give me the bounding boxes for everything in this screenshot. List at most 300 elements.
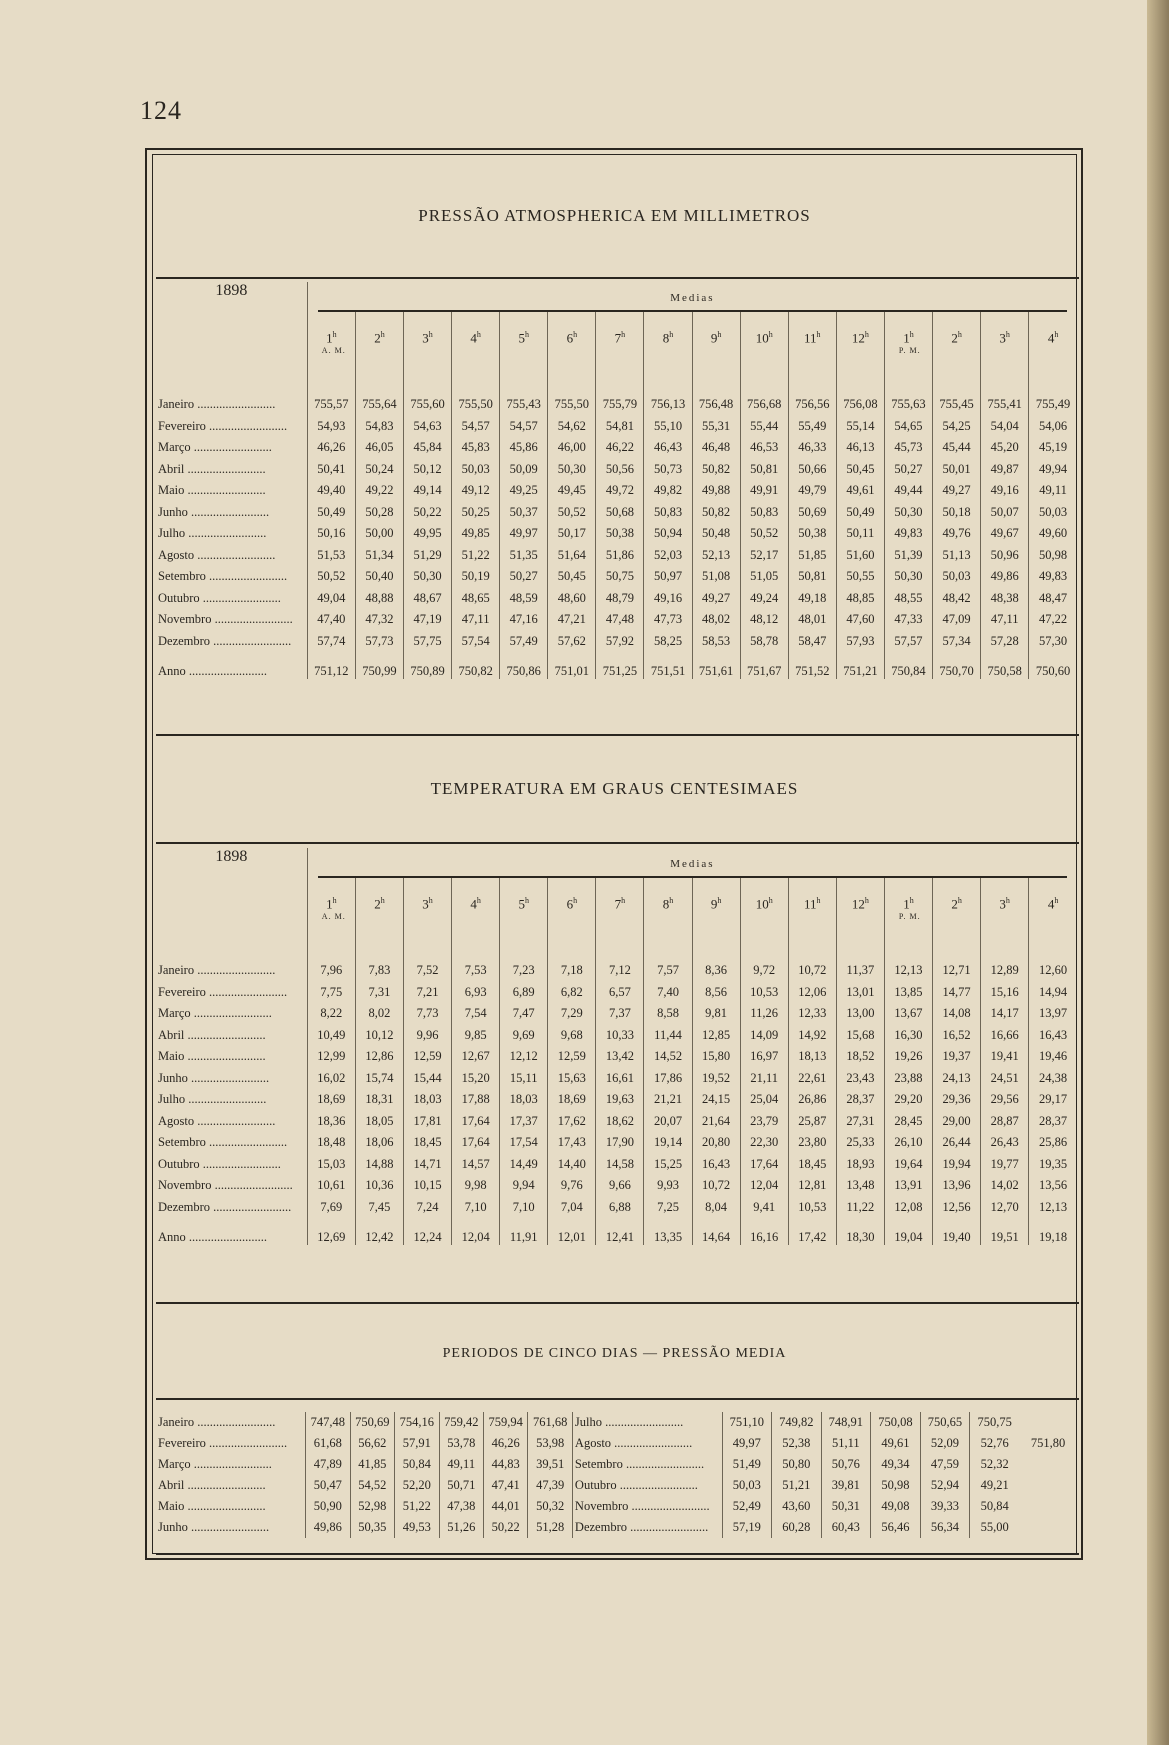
pressure-cell: 49,95 <box>403 523 451 545</box>
temperature-cell: 12,13 <box>1029 1197 1077 1219</box>
pressure-hour-7 <box>596 312 644 386</box>
temperature-cell: 18,06 <box>355 1132 403 1154</box>
periods-right-cell <box>1019 1517 1077 1538</box>
pressure-hour-label: 4$^h$ <box>1047 330 1059 346</box>
pressure-cell: 50,97 <box>644 566 692 588</box>
temperature-cell: 12,04 <box>740 1175 788 1197</box>
temperature-cell: 15,63 <box>548 1068 596 1090</box>
pressure-cell: 50,83 <box>740 502 788 524</box>
pressure-cell: 49,83 <box>1029 566 1077 588</box>
periods-right-cell: 50,98 <box>871 1475 921 1496</box>
periods-left-cell: 53,78 <box>439 1433 483 1454</box>
temperature-cell: 13,85 <box>884 982 932 1004</box>
temperature-row-janeiro <box>156 952 1077 982</box>
temperature-cell: 15,20 <box>452 1068 500 1090</box>
temperature-hour-label: 4$^h$ <box>470 896 481 912</box>
temperature-cell: 22,30 <box>740 1132 788 1154</box>
temperature-cell: 14,09 <box>740 1025 788 1047</box>
periods-right-cell: 50,31 <box>821 1496 871 1517</box>
pressure-cell: 49,94 <box>1029 459 1077 481</box>
pressure-cell: 57,93 <box>836 631 884 653</box>
temperature-cell: 19,37 <box>933 1046 981 1068</box>
periods-right-label: Julho ......................... <box>572 1412 722 1433</box>
pressure-row-label: Fevereiro ......................... <box>158 418 288 433</box>
pressure-hour-label: 8$^h$ <box>662 330 674 346</box>
temperature-cell: 18,31 <box>355 1089 403 1111</box>
temperature-am-label: A. M. <box>321 912 346 922</box>
temperature-pm-label: P. M. <box>898 912 921 922</box>
pressure-cell: 51,39 <box>884 545 932 567</box>
periods-table <box>156 1412 1077 1538</box>
periods-right-cell <box>1019 1412 1077 1433</box>
temperature-cell: 12,67 <box>452 1046 500 1068</box>
temperature-cell: 26,10 <box>884 1132 932 1154</box>
pressure-cell: 47,60 <box>836 609 884 631</box>
pressure-cell: 49,40 <box>307 480 355 502</box>
periods-right-cell: 52,38 <box>772 1433 822 1454</box>
temperature-cell: 14,08 <box>933 1003 981 1025</box>
pressure-cell: 50,27 <box>884 459 932 481</box>
periods-right-cell: 55,00 <box>970 1517 1020 1538</box>
pressure-cell: 50,38 <box>596 523 644 545</box>
pressure-cell: 50,49 <box>836 502 884 524</box>
pressure-cell: 54,57 <box>452 416 500 438</box>
pressure-cell: 50,45 <box>548 566 596 588</box>
pressure-cell: 50,37 <box>500 502 548 524</box>
temperature-medias-cell <box>307 848 1077 878</box>
periods-left-cell: 57,91 <box>395 1433 439 1454</box>
temperature-cell: 10,53 <box>740 982 788 1004</box>
pressure-cell: 54,81 <box>596 416 644 438</box>
temperature-cell: 8,04 <box>692 1197 740 1219</box>
pressure-cell: 58,25 <box>644 631 692 653</box>
pressure-cell: 46,00 <box>548 437 596 459</box>
periods-left-cell: 61,68 <box>306 1433 350 1454</box>
temperature-hour-label: 12$^h$ <box>851 896 869 912</box>
temperature-cell: 16,02 <box>307 1068 355 1090</box>
pressure-cell: 50,01 <box>933 459 981 481</box>
periods-left-cell: 47,38 <box>439 1496 483 1517</box>
temperature-row-label: Julho ......................... <box>158 1092 267 1107</box>
pressure-cell: 47,09 <box>933 609 981 631</box>
pressure-cell: 50,24 <box>355 459 403 481</box>
periods-right-label: Agosto ......................... <box>572 1433 722 1454</box>
temperature-cell: 28,45 <box>884 1111 932 1133</box>
temperature-table <box>156 848 1077 1245</box>
temperature-cell: 13,97 <box>1029 1003 1077 1025</box>
temperature-cell: 9,66 <box>596 1175 644 1197</box>
pressure-row-label: Janeiro ......................... <box>158 397 276 412</box>
periods-left-cell: 39,51 <box>528 1454 572 1475</box>
temperature-row-junho <box>156 1068 1077 1090</box>
temperature-anno-row <box>156 1218 1077 1245</box>
temperature-cell: 24,15 <box>692 1089 740 1111</box>
temperature-cell: 10,72 <box>692 1175 740 1197</box>
temperature-row-setembro <box>156 1132 1077 1154</box>
temperature-cell: 17,64 <box>452 1111 500 1133</box>
pressure-cell: 755,57 <box>307 386 355 416</box>
pressure-cell: 50,22 <box>403 502 451 524</box>
pressure-cell: 45,73 <box>884 437 932 459</box>
pressure-anno-cell: 751,51 <box>644 652 692 679</box>
pressure-hour-10 <box>740 312 788 386</box>
temperature-anno-cell: 14,64 <box>692 1218 740 1245</box>
temperature-cell: 9,68 <box>548 1025 596 1047</box>
temperature-anno-label: Anno ......................... <box>158 1230 268 1244</box>
pressure-row-julho <box>156 523 1077 545</box>
pressure-hour-4 <box>452 312 500 386</box>
pressure-cell: 755,50 <box>548 386 596 416</box>
pressure-cell: 48,79 <box>596 588 644 610</box>
temperature-cell: 18,69 <box>307 1089 355 1111</box>
temperature-cell: 15,68 <box>836 1025 884 1047</box>
pressure-row-março <box>156 437 1077 459</box>
pressure-cell: 45,44 <box>933 437 981 459</box>
temperature-cell: 7,57 <box>644 952 692 982</box>
pressure-cell: 50,69 <box>788 502 836 524</box>
temperature-cell: 16,30 <box>884 1025 932 1047</box>
periods-left-cell: 44,01 <box>483 1496 527 1517</box>
periods-right-cell: 749,82 <box>772 1412 822 1433</box>
temperature-cell: 11,37 <box>836 952 884 982</box>
pressure-cell: 57,74 <box>307 631 355 653</box>
pressure-cell: 58,47 <box>788 631 836 653</box>
pressure-cell: 755,60 <box>403 386 451 416</box>
temperature-cell: 12,60 <box>1029 952 1077 982</box>
temperature-cell: 13,91 <box>884 1175 932 1197</box>
pressure-cell: 755,49 <box>1029 386 1077 416</box>
temperature-cell: 7,31 <box>355 982 403 1004</box>
pressure-anno-label: Anno ......................... <box>158 664 268 678</box>
pressure-hour-12 <box>836 312 884 386</box>
pressure-cell: 50,52 <box>548 502 596 524</box>
periods-right-cell: 50,80 <box>772 1454 822 1475</box>
temperature-hour-label: 8$^h$ <box>662 896 674 912</box>
pressure-cell: 50,03 <box>1029 502 1077 524</box>
temperature-hour-14 <box>933 878 981 952</box>
pressure-anno-cell: 750,89 <box>403 652 451 679</box>
pressure-hour-label: 12$^h$ <box>851 330 869 346</box>
pressure-cell: 54,57 <box>500 416 548 438</box>
pressure-cell: 49,83 <box>884 523 932 545</box>
temperature-row-novembro <box>156 1175 1077 1197</box>
periods-right-label: Novembro ......................... <box>572 1496 722 1517</box>
pressure-medias-label: Medias <box>670 292 715 304</box>
periods-row <box>156 1454 1077 1475</box>
pressure-cell: 57,49 <box>500 631 548 653</box>
periods-right-cell: 49,97 <box>722 1433 772 1454</box>
temperature-hour-1 <box>307 878 355 952</box>
pressure-cell: 55,14 <box>836 416 884 438</box>
pressure-cell: 50,30 <box>884 566 932 588</box>
temperature-cell: 16,43 <box>692 1154 740 1176</box>
periods-right-cell: 52,94 <box>920 1475 970 1496</box>
temperature-cell: 10,72 <box>788 952 836 982</box>
temperature-cell: 7,69 <box>307 1197 355 1219</box>
pressure-header-row <box>156 282 1077 312</box>
temperature-cell: 21,21 <box>644 1089 692 1111</box>
pressure-cell: 54,65 <box>884 416 932 438</box>
temperature-cell: 12,59 <box>548 1046 596 1068</box>
pressure-cell: 50,68 <box>596 502 644 524</box>
pressure-cell: 50,11 <box>836 523 884 545</box>
temperature-cell: 14,88 <box>355 1154 403 1176</box>
pressure-cell: 57,75 <box>403 631 451 653</box>
pressure-cell: 50,66 <box>788 459 836 481</box>
pressure-cell: 48,85 <box>836 588 884 610</box>
temperature-cell: 11,44 <box>644 1025 692 1047</box>
temperature-cell: 6,88 <box>596 1197 644 1219</box>
pressure-bottom-rule <box>156 734 1079 736</box>
periods-left-label: Março ......................... <box>158 1457 272 1471</box>
pressure-cell: 49,16 <box>981 480 1029 502</box>
periods-right-cell: 50,03 <box>722 1475 772 1496</box>
temperature-cell: 10,15 <box>403 1175 451 1197</box>
pressure-cell: 46,22 <box>596 437 644 459</box>
pressure-hour-label: 5$^h$ <box>518 330 529 346</box>
pressure-cell: 49,85 <box>452 523 500 545</box>
pressure-row-label: Abril ......................... <box>158 461 266 476</box>
pressure-cell: 755,50 <box>452 386 500 416</box>
pressure-pm-label: P. M. <box>898 346 921 356</box>
temperature-cell: 12,12 <box>500 1046 548 1068</box>
periods-left-cell: 51,26 <box>439 1517 483 1538</box>
temperature-anno-cell: 18,30 <box>836 1218 884 1245</box>
temperature-cell: 25,87 <box>788 1111 836 1133</box>
pressure-row-label: Maio ......................... <box>158 483 266 498</box>
pressure-cell: 756,08 <box>836 386 884 416</box>
temperature-cell: 9,94 <box>500 1175 548 1197</box>
temperature-cell: 17,62 <box>548 1111 596 1133</box>
pressure-cell: 50,82 <box>692 459 740 481</box>
pressure-row-dezembro <box>156 631 1077 653</box>
pressure-cell: 51,05 <box>740 566 788 588</box>
pressure-cell: 755,63 <box>884 386 932 416</box>
periods-right-cell: 50,84 <box>970 1496 1020 1517</box>
temperature-cell: 10,49 <box>307 1025 355 1047</box>
pressure-cell: 51,13 <box>933 545 981 567</box>
pressure-anno-cell: 751,01 <box>548 652 596 679</box>
temperature-cell: 18,45 <box>788 1154 836 1176</box>
pressure-cell: 755,43 <box>500 386 548 416</box>
pressure-cell: 47,33 <box>884 609 932 631</box>
pressure-cell: 55,10 <box>644 416 692 438</box>
pressure-cell: 49,97 <box>500 523 548 545</box>
temperature-hour-label: 2$^h$ <box>951 896 962 912</box>
periods-row <box>156 1496 1077 1517</box>
pressure-cell: 49,88 <box>692 480 740 502</box>
temperature-hour-label: 2$^h$ <box>374 896 385 912</box>
temperature-cell: 18,05 <box>355 1111 403 1133</box>
pressure-cell: 50,03 <box>452 459 500 481</box>
temperature-title: TEMPERATURA EM GRAUS CENTESIMAES <box>430 779 799 798</box>
temperature-cell: 13,01 <box>836 982 884 1004</box>
temperature-cell: 23,88 <box>884 1068 932 1090</box>
temperature-cell: 9,85 <box>452 1025 500 1047</box>
periods-left-cell: 52,98 <box>350 1496 394 1517</box>
temperature-cell: 6,57 <box>596 982 644 1004</box>
temperature-cell: 19,64 <box>884 1154 932 1176</box>
pressure-cell: 45,83 <box>452 437 500 459</box>
temperature-row-label: Janeiro ......................... <box>158 963 276 978</box>
periods-right-cell: 39,81 <box>821 1475 871 1496</box>
periods-bottom-rule <box>156 1553 1079 1555</box>
temperature-cell: 11,22 <box>836 1197 884 1219</box>
temperature-cell: 16,66 <box>981 1025 1029 1047</box>
temperature-cell: 12,59 <box>403 1046 451 1068</box>
temperature-row-dezembro <box>156 1197 1077 1219</box>
periods-left-cell: 50,90 <box>306 1496 350 1517</box>
temperature-cell: 13,67 <box>884 1003 932 1025</box>
pressure-cell: 57,30 <box>1029 631 1077 653</box>
pressure-cell: 49,44 <box>884 480 932 502</box>
temperature-cell: 14,94 <box>1029 982 1077 1004</box>
temperature-cell: 12,85 <box>692 1025 740 1047</box>
pressure-cell: 50,81 <box>788 566 836 588</box>
pressure-row-label: Outubro ......................... <box>158 590 281 605</box>
pressure-cell: 46,53 <box>740 437 788 459</box>
pressure-cell: 50,00 <box>355 523 403 545</box>
temperature-hour-4 <box>452 878 500 952</box>
temperature-cell: 15,44 <box>403 1068 451 1090</box>
periods-right-cell: 49,61 <box>871 1433 921 1454</box>
temperature-cell: 7,47 <box>500 1003 548 1025</box>
periods-right-cell: 56,34 <box>920 1517 970 1538</box>
temperature-cell: 9,93 <box>644 1175 692 1197</box>
pressure-cell: 48,60 <box>548 588 596 610</box>
pressure-cell: 48,59 <box>500 588 548 610</box>
periods-left-cell: 50,22 <box>483 1517 527 1538</box>
temperature-cell: 17,37 <box>500 1111 548 1133</box>
temperature-row-julho <box>156 1089 1077 1111</box>
periods-right-cell: 52,76 <box>970 1433 1020 1454</box>
periods-right-cell: 49,08 <box>871 1496 921 1517</box>
periods-left-cell: 754,16 <box>395 1412 439 1433</box>
pressure-cell: 50,30 <box>884 502 932 524</box>
periods-left-cell: 759,94 <box>483 1412 527 1433</box>
temperature-cell: 18,69 <box>548 1089 596 1111</box>
temperature-row-março <box>156 1003 1077 1025</box>
periods-left-cell: 750,69 <box>350 1412 394 1433</box>
temperature-hour-label: 6$^h$ <box>566 896 578 912</box>
pressure-cell: 50,19 <box>452 566 500 588</box>
temperature-hour-7 <box>596 878 644 952</box>
periods-left-label: Abril ......................... <box>158 1478 266 1492</box>
pressure-cell: 755,45 <box>933 386 981 416</box>
pressure-hour-5 <box>500 312 548 386</box>
temperature-anno-cell: 12,41 <box>596 1218 644 1245</box>
pressure-table <box>156 282 1077 679</box>
temperature-cell: 10,53 <box>788 1197 836 1219</box>
pressure-cell: 55,31 <box>692 416 740 438</box>
temperature-anno-cell: 13,35 <box>644 1218 692 1245</box>
temperature-hour-label: 1$^h$ <box>903 896 914 912</box>
pressure-cell: 756,56 <box>788 386 836 416</box>
pressure-cell: 50,96 <box>981 545 1029 567</box>
pressure-cell: 50,81 <box>740 459 788 481</box>
periods-left-cell: 46,26 <box>483 1433 527 1454</box>
temperature-cell: 19,26 <box>884 1046 932 1068</box>
periods-right-cell: 43,60 <box>772 1496 822 1517</box>
temperature-hour-label: 5$^h$ <box>518 896 529 912</box>
temperature-cell: 21,11 <box>740 1068 788 1090</box>
pressure-cell: 49,22 <box>355 480 403 502</box>
pressure-hour-label: 4$^h$ <box>470 330 481 346</box>
pressure-cell: 48,38 <box>981 588 1029 610</box>
temperature-cell: 13,96 <box>933 1175 981 1197</box>
pressure-cell: 57,57 <box>884 631 932 653</box>
periods-right-cell: 748,91 <box>821 1412 871 1433</box>
periods-left-cell: 44,83 <box>483 1454 527 1475</box>
periods-left-cell: 49,53 <box>395 1517 439 1538</box>
pressure-hour-13 <box>884 312 932 386</box>
pressure-anno-cell: 750,60 <box>1029 652 1077 679</box>
temperature-cell: 7,21 <box>403 982 451 1004</box>
pressure-cell: 50,30 <box>548 459 596 481</box>
temperature-cell: 17,64 <box>740 1154 788 1176</box>
pressure-cell: 47,40 <box>307 609 355 631</box>
pressure-hour-label: 2$^h$ <box>374 330 385 346</box>
pressure-cell: 48,12 <box>740 609 788 631</box>
temperature-row-label: Dezembro ......................... <box>158 1199 292 1214</box>
pressure-cell: 51,64 <box>548 545 596 567</box>
pressure-cell: 51,08 <box>692 566 740 588</box>
temperature-cell: 19,14 <box>644 1132 692 1154</box>
pressure-cell: 47,32 <box>355 609 403 631</box>
temperature-cell: 10,33 <box>596 1025 644 1047</box>
temperature-cell: 25,04 <box>740 1089 788 1111</box>
temperature-cell: 7,10 <box>500 1197 548 1219</box>
pressure-hour-label: 10$^h$ <box>755 330 773 346</box>
temperature-cell: 9,76 <box>548 1175 596 1197</box>
temperature-cell: 25,33 <box>836 1132 884 1154</box>
pressure-cell: 55,49 <box>788 416 836 438</box>
temperature-cell: 10,61 <box>307 1175 355 1197</box>
temperature-cell: 6,89 <box>500 982 548 1004</box>
page-number: 124 <box>140 96 182 125</box>
periods-right-cell: 51,11 <box>821 1433 871 1454</box>
temperature-cell: 20,80 <box>692 1132 740 1154</box>
temperature-cell: 14,57 <box>452 1154 500 1176</box>
pressure-cell: 49,61 <box>836 480 884 502</box>
pressure-row-outubro <box>156 588 1077 610</box>
temperature-cell: 7,75 <box>307 982 355 1004</box>
temperature-cell: 17,43 <box>548 1132 596 1154</box>
temperature-anno-cell: 12,24 <box>403 1218 451 1245</box>
temperature-cell: 14,49 <box>500 1154 548 1176</box>
periods-left-cell: 51,28 <box>528 1517 572 1538</box>
temperature-year: 1898 <box>215 848 248 865</box>
temperature-hour-label: 3$^h$ <box>422 896 433 912</box>
pressure-cell: 48,42 <box>933 588 981 610</box>
temperature-cell: 7,04 <box>548 1197 596 1219</box>
pressure-cell: 49,24 <box>740 588 788 610</box>
pressure-cell: 48,02 <box>692 609 740 631</box>
pressure-cell: 57,62 <box>548 631 596 653</box>
pressure-cell: 50,18 <box>933 502 981 524</box>
temperature-hour-3 <box>403 878 451 952</box>
temperature-cell: 7,73 <box>403 1003 451 1025</box>
temperature-cell: 28,37 <box>836 1089 884 1111</box>
temperature-cell: 13,00 <box>836 1003 884 1025</box>
temperature-cell: 7,29 <box>548 1003 596 1025</box>
periods-right-cell: 750,75 <box>970 1412 1020 1433</box>
temperature-anno-cell: 16,16 <box>740 1218 788 1245</box>
temperature-cell: 20,07 <box>644 1111 692 1133</box>
temperature-cell: 6,93 <box>452 982 500 1004</box>
pressure-anno-cell: 750,70 <box>933 652 981 679</box>
temperature-cell: 28,87 <box>981 1111 1029 1133</box>
